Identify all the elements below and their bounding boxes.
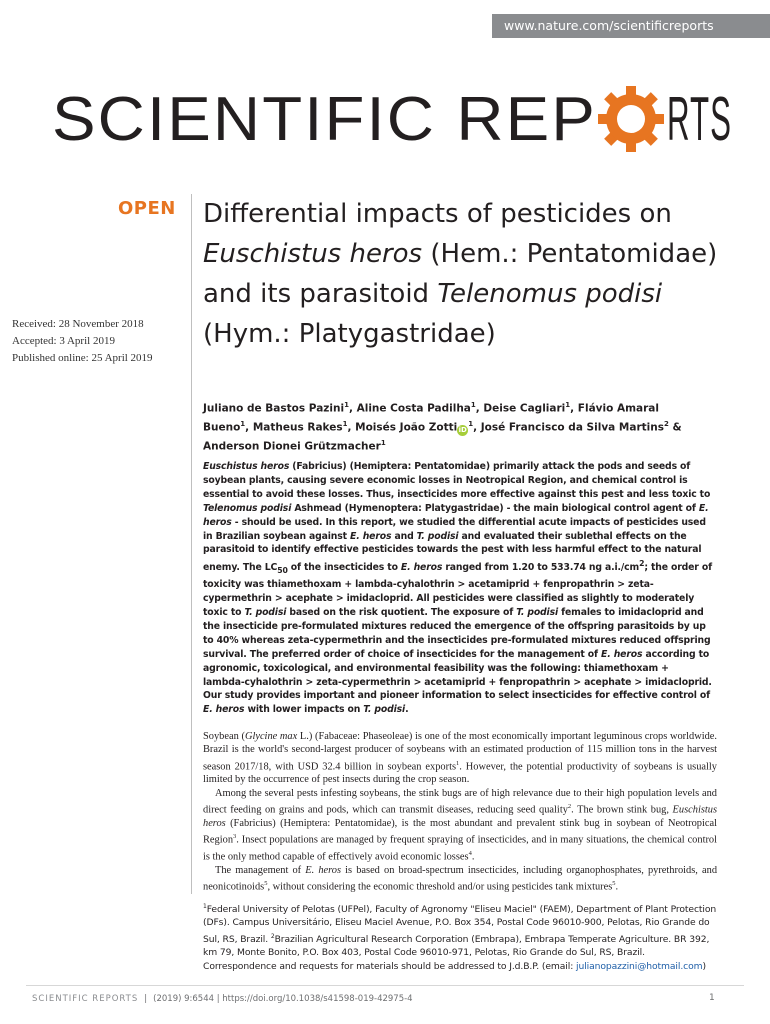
author-name[interactable]: Flávio Amaral Bueno [203, 402, 659, 434]
journal-name-right: RTS [667, 86, 732, 154]
title-text-3: (Hym.: Platygastridae) [203, 319, 496, 349]
open-access-label: OPEN [118, 198, 176, 219]
page-number: 1 [709, 993, 715, 1003]
correspondence-email-link[interactable]: julianopazzini@hotmail.com [576, 960, 703, 972]
author-affiliation-marker: 1 [470, 401, 476, 409]
published-date: Published online: 25 April 2019 [12, 352, 153, 364]
body-paragraph: The management of E. heros is based on broad-spectrum insecticides, including organophosphates, pyrethroids, and neonicotinoids$^5$, without considering the economic threshold and/or using pesticides tank mixtures$^5$. [203, 864, 718, 893]
gear-icon [598, 86, 664, 152]
author-affiliation-marker: 1 [380, 439, 386, 447]
author-affiliation-marker: 1 [565, 401, 571, 409]
journal-logo [52, 86, 732, 156]
affiliations: $^1$Federal University of Pelotas (UFPel), Faculty of Agronomy "Eliseu Maciel" (FAEM), Department of Plant Protection (DFs). Campus Universitário, Eliseu Maciel Avenue, P.O. Box 354, Postal Code 96010-900, Pelotas, Rio Grande do Sul, RS, Brazil. $^2$Brazilian Agricultural Research Corporation (Embrapa), Embrapa Temperate Agriculture. BR 392, km 79, Monte Bonito, P.O. Box 403, Postal Code 96010-971, Pelotas, Rio Grande do Sul, RS, Brazil. Correspondence and requests for materials should be addressed to J.d.B.P. (email: julianopazzini@hotmail.com) [203, 903, 717, 972]
footer-rule [26, 985, 744, 986]
title-species-2: Telenomus podisi [437, 279, 663, 309]
title-species-1: Euschistus heros [203, 239, 423, 269]
author-name[interactable]: Aline Costa Padilha [356, 402, 471, 415]
abstract-paragraph: Euschistus heros (Fabricius) (Hemiptera: Pentatomidae) primarily attack the pods and seeds of soybean plants, causing severe economic losses in Neotropical Region, and chemical control is essential to avoid these losses. Thus, insecticides more effective against this pest and less toxic to Telenomus podisi Ashmead (Hymenoptera: Platygastridae) - the main biological control agent of E. heros - should be used. In this report, we studied the differential acute impacts of pesticides used in Brazilian soybean against E. heros and T. podisi and evaluated their sublethal effects on the parasitoid to identify effective pesticides towards the pest with less harmful effect to the natural enemy. The $LC_{50}$ of the insecticides to E. heros ranged from 1.20 to 533.74 ng $a.i./cm^2$; the order of toxicity was thiamethoxam + lambda-cyhalothrin > acetamiprid + fenpropathrin > zeta-cypermethrin > acephate > imidacloprid. All pesticides were classified as slightly to moderately toxic to T. podisi based on the risk quotient. The exposure of T. podisi females to imidacloprid and the insecticide pre-formulated mixtures reduced the emergence of the offspring parasitoids by up to 40% whereas zeta-cypermethrin and the insecticides pre-formulated mixtures reduced offspring survival. The preferred order of choice of insecticides for the management of E. heros according to agronomic, toxicological, and environmental feasibility was the following: thiamethoxam + lambda-cyhalothrin > zeta-cypermethrin > acetamiprid + fenpropathrin > acephate > imidacloprid. Our study provides important and pioneer information to select insecticides for effective control of E. heros with lower impacts on T. podisi. [203, 461, 712, 716]
received-date: Received: 28 November 2018 [12, 318, 144, 330]
margin-divider [191, 194, 192, 894]
title-text-1: Differential impacts of pesticides on [203, 199, 672, 229]
title-text-2: (Hem.: Pentatomidae) and its parasitoid [203, 239, 718, 309]
author-affiliation-marker: 1 [240, 420, 246, 428]
footer-citation: (2019) 9:6544 [153, 994, 215, 1004]
author-affiliation-marker: 1 [468, 420, 474, 428]
article-title [203, 194, 743, 354]
article-dates [12, 316, 153, 367]
footer-doi-link[interactable]: | https://doi.org/10.1038/s41598-019-42975-4 [216, 994, 413, 1004]
author-name[interactable]: Anderson Dionei Grützmacher [203, 440, 381, 453]
author-list: Juliano de Bastos Pazini$^1$, Aline Costa Padilha$^1$, Deise Cagliari$^1$, Flávio Amaral Bueno$^1$, Matheus Rakes$^1$, Moisés João ZottiiD$^1$, José Francisco da Silva Martins$^2$ & Anderson Dionei Grützmacher$^1$ [203, 401, 682, 453]
journal-logo-graphic [52, 86, 732, 156]
author-name[interactable]: Deise Cagliari [483, 402, 566, 415]
author-name[interactable]: Matheus Rakes [252, 421, 343, 434]
author-affiliation-marker: 1 [344, 401, 349, 409]
footer-separator: | [144, 994, 148, 1004]
body-paragraph: Soybean (Glycine max L.) (Fabaceae: Phaseoleae) is one of the most economically important leguminous crops worldwide. Brazil is the world's second-largest producer of soybeans with an estimated production of 115 million tons in the harvest season 2017/18, with USD 32.4 billion in soybean exports$^1$. However, the potential productivity of soybeans is usually limited by the occurrence of pest insects during the crop season. [203, 731, 718, 786]
author-affiliation-marker: 1 [342, 420, 348, 428]
body-text [203, 730, 717, 894]
orcid-icon[interactable]: iD [458, 425, 467, 434]
page-footer [32, 994, 413, 1004]
body-paragraph: Among the several pests infesting soybeans, the stink bugs are of high relevance due to their high population levels and direct feeding on grains and pods, which can transmit diseases, reducing seed quality$^2$. The brown stink bug, Euschistus heros (Fabricius) (Hemiptera: Pentatomidae), is the most abundant and prevalent stink bug in soybean of Neotropical Region$^3$. Insect populations are managed by frequent spraying of insecticides, and in many situations, the chemical control is the only method capable of effectively avoid economic losses$^4$. [203, 787, 717, 863]
footer-journal: SCIENTIFIC REPORTS [32, 994, 139, 1004]
abstract [203, 460, 713, 717]
journal-url-bar[interactable]: www.nature.com/scientificreports [492, 14, 770, 38]
author-name[interactable]: José Francisco da Silva Martins [480, 421, 664, 434]
journal-name-left: SCIENTIFIC REP [52, 86, 598, 154]
accepted-date: Accepted: 3 April 2019 [12, 335, 115, 347]
author-name[interactable]: Juliano de Bastos Pazini [203, 402, 345, 415]
author-affiliation-marker: 2 [663, 420, 669, 428]
author-name[interactable]: Moisés João Zotti [355, 421, 458, 434]
